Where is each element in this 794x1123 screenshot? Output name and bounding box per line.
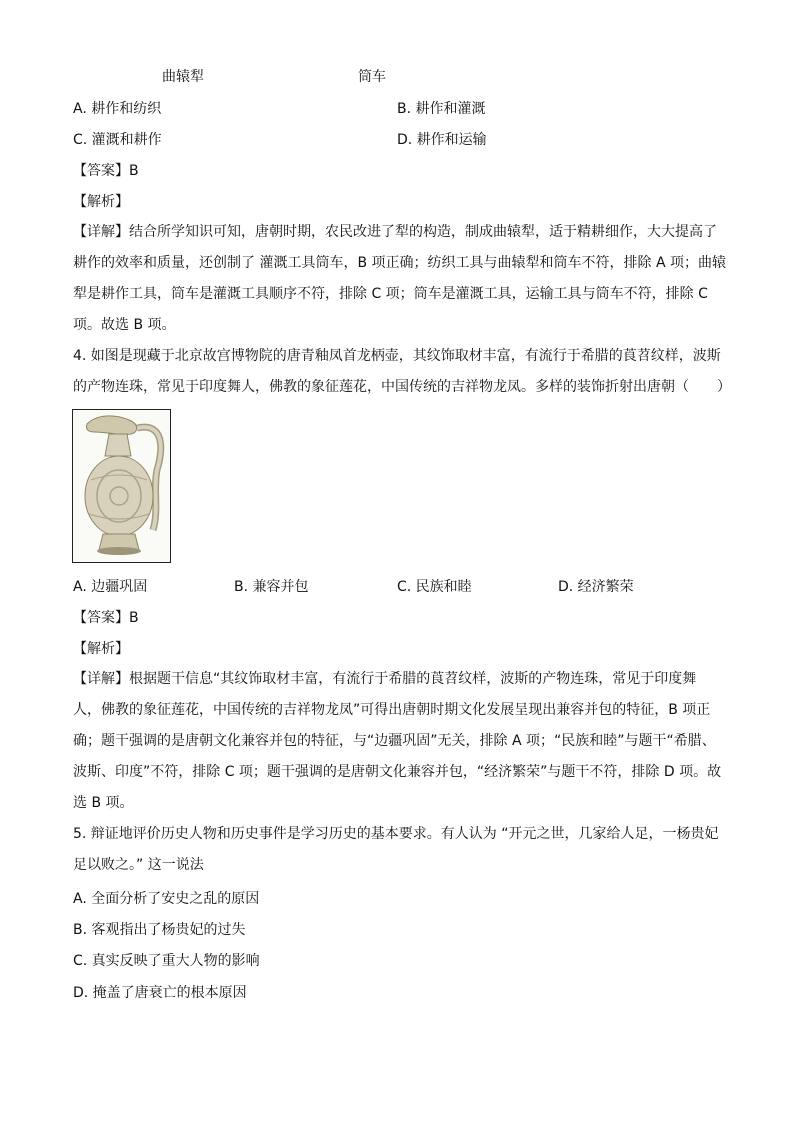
caption-tongche: 筒车	[358, 69, 386, 85]
q3-analysis-label: 【解析】	[73, 194, 129, 210]
q3-detail-line: 项。故选 B 项。	[73, 317, 176, 333]
q3-option-c[interactable]: C. 灌溉和耕作	[73, 132, 162, 148]
q4-stem-line: 的产物连珠，常见于印度舞人，佛教的象征莲花，中国传统的吉祥物龙凤。多样的装饰折射出唐朝（ ）	[73, 379, 731, 395]
q3-option-d[interactable]: D. 耕作和运输	[397, 132, 487, 148]
q4-detail-line: 【详解】根据题干信息“其纹饰取材丰富，有流行于希腊的莨苕纹样，波斯的产物连珠，常见于印度舞	[73, 671, 697, 687]
q4-detail-line: 波斯、印度”不符，排除 C 项；题干强调的是唐朝文化兼容并包，“经济繁荣”与题干不符，排除 D 项。故	[73, 764, 722, 780]
q3-detail-line: 【详解】结合所学知识可知，唐朝时期，农民改进了犁的构造，制成曲辕犁，适于精耕细作，大大提高了	[73, 224, 717, 240]
q5-option-a[interactable]: A. 全面分析了安史之乱的原因	[73, 891, 260, 907]
q3-detail-line: 耕作的效率和质量，还创制了 灌溉工具筒车，B 项正确；纺织工具与曲辕犁和筒车不符，排除 A 项；曲辕	[73, 255, 726, 271]
q4-analysis-label: 【解析】	[73, 641, 129, 657]
q3-option-b[interactable]: B. 耕作和灌溉	[397, 101, 486, 117]
q4-option-a[interactable]: A. 边疆巩固	[73, 579, 148, 595]
tang-celadon-ewer-image	[72, 409, 171, 563]
q5-stem-line: 足以败之。” 这一说法	[73, 857, 204, 873]
q4-stem-line: 4. 如图是现藏于北京故宫博物院的唐青釉凤首龙柄壶，其纹饰取材丰富，有流行于希腊的莨苕纹样，波斯	[73, 348, 721, 364]
q5-stem	[73, 819, 733, 881]
q4-answer: 【答案】B	[73, 610, 139, 626]
caption-quyuanli: 曲辕犁	[162, 69, 204, 85]
ewer-illustration	[73, 410, 170, 562]
q4-detail-line: 人，佛教的象征莲花，中国传统的吉祥物龙凤”可得出唐朝时期文化发展呈现出兼容并包的特征，B 项正	[73, 702, 711, 718]
q4-stem	[73, 341, 733, 403]
q4-option-c[interactable]: C. 民族和睦	[397, 579, 472, 595]
q4-detail-line: 选 B 项。	[73, 795, 134, 811]
q3-answer: 【答案】B	[73, 163, 139, 179]
q4-detail-line: 确；题干强调的是唐朝文化兼容并包的特征，与“边疆巩固”无关，排除 A 项；“民族和睦”与题干“希腊、	[73, 733, 716, 749]
q5-option-d[interactable]: D. 掩盖了唐衰亡的根本原因	[73, 985, 247, 1001]
q4-option-d[interactable]: D. 经济繁荣	[558, 579, 634, 595]
q4-detail	[73, 664, 733, 819]
q5-option-c[interactable]: C. 真实反映了重大人物的影响	[73, 953, 260, 969]
q5-option-b[interactable]: B. 客观指出了杨贵妃的过失	[73, 922, 246, 938]
q3-detail-line: 犁是耕作工具，筒车是灌溉工具顺序不符，排除 C 项；筒车是灌溉工具，运输工具与筒车不符，排除 C	[73, 286, 708, 302]
q5-stem-line: 5. 辩证地评价历史人物和历史事件是学习历史的基本要求。有人认为 “开元之世，几家给人足，一杨贵妃	[73, 826, 719, 842]
q3-option-a[interactable]: A. 耕作和纺织	[73, 101, 162, 117]
q4-option-b[interactable]: B. 兼容并包	[234, 579, 309, 595]
q3-detail	[73, 217, 733, 341]
